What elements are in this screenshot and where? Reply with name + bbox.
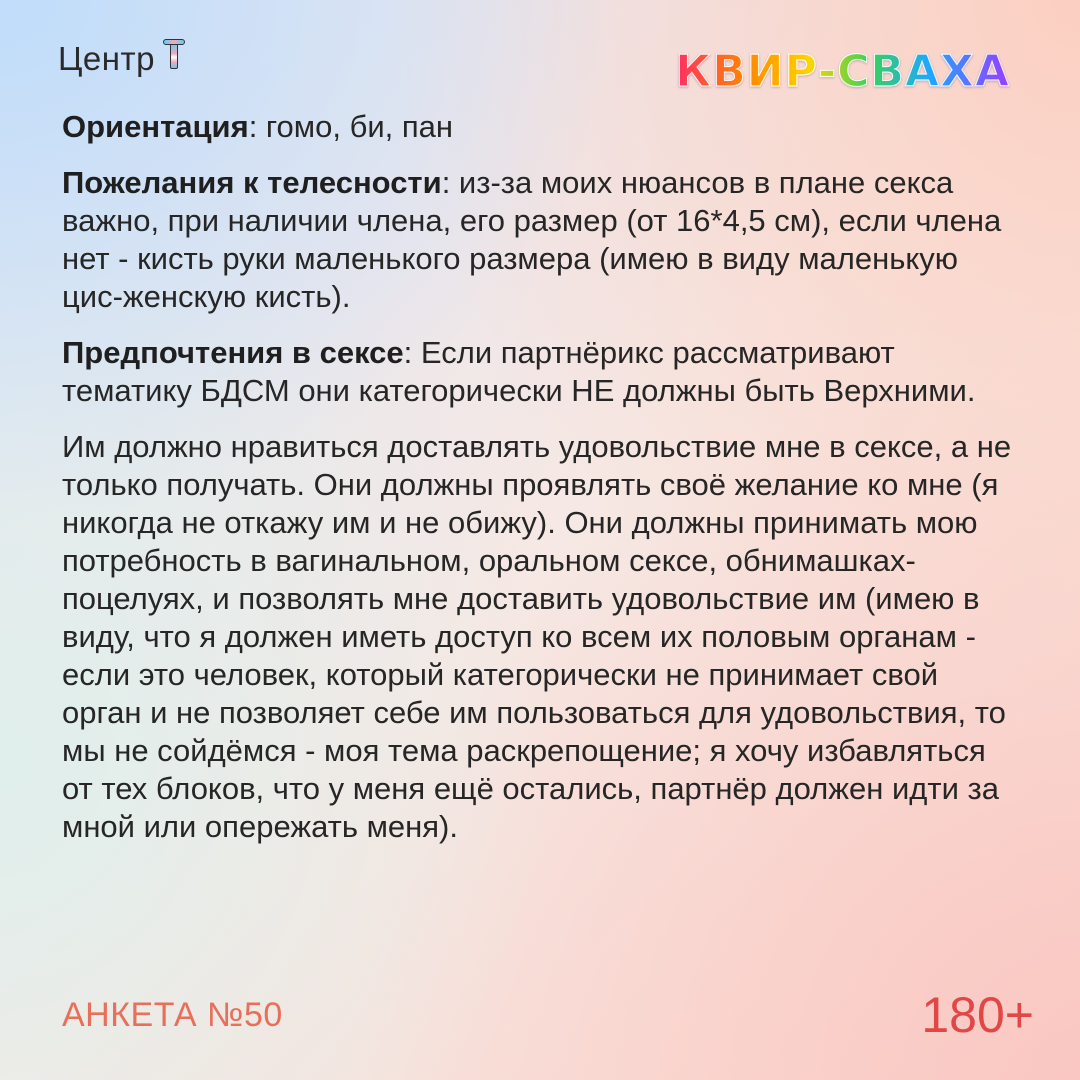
trans-flag-letter-t-icon — [163, 39, 185, 71]
profile-text — [62, 108, 1022, 864]
orientation-label: Ориентация — [62, 109, 249, 144]
questionnaire-number: АНКЕТА №50 — [62, 996, 283, 1034]
body-preferences-value: : из-за моих нюансов в плане секса важно, при наличии члена, его размер (от 16*4,5 см), если члена нет - кисть руки маленького размера (имею в виду маленькую цис-женскую кисть). — [62, 165, 1002, 314]
sex-preferences-paragraph — [62, 334, 1022, 410]
sex-preferences-value: : Если партнёрикс рассматривают тематику БДСМ они категорически НЕ должны быть Верхними. — [62, 335, 976, 408]
age-rating-badge: 180+ — [921, 987, 1034, 1043]
body-preferences-label: Пожелания к телесности — [62, 165, 442, 200]
sex-preferences-label: Предпочтения в сексе — [62, 335, 404, 370]
queer-matchmaker-logo: КВИР-СВАХА — [675, 46, 1010, 97]
orientation-value: : гомо, би, пан — [248, 109, 454, 144]
brand-name: Центр — [58, 40, 155, 77]
details-paragraph — [62, 428, 1022, 846]
details-text: Им должно нравиться доставлять удовольствие мне в сексе, а не только получать. Они должны проявлять своё желание ко мне (я никогда не откажу им и не обижу). Они должны принимать мою потребность в вагинальном, оральном сексе, обнимашках-поцелуях, и позволять мне доставить удовольствие им (имею в виду, что я должен иметь доступ ко всем их половым органам - если это человек, который категорически не принимает свой орган и не позволяет себе им пользоваться для удовольствия, то мы не сойдёмся - моя тема раскрепощение; я хочу избавляться от тех блоков, что у меня ещё остались, партнёр должен идти за мной или опережать меня). — [62, 429, 1012, 844]
body-preferences-paragraph — [62, 164, 1022, 316]
orientation-paragraph — [62, 108, 1022, 146]
brand — [58, 40, 185, 78]
